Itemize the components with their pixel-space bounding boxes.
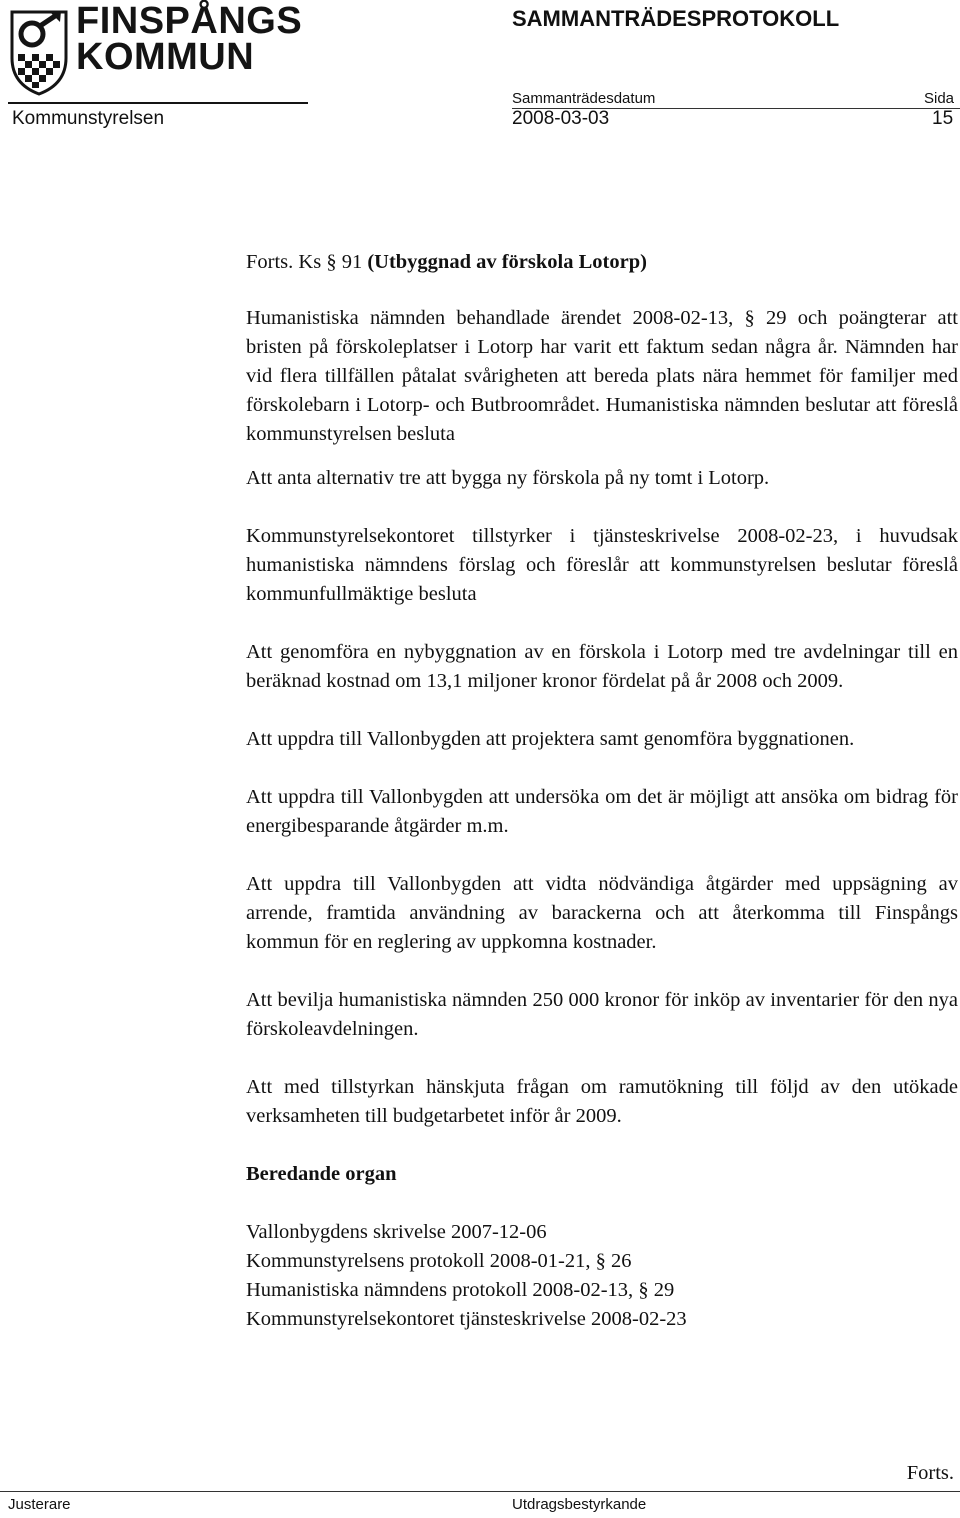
footer-divider	[0, 1491, 960, 1492]
continued-marker: Forts.	[906, 1462, 954, 1484]
section-heading	[246, 248, 958, 277]
decision-paragraph: Att uppdra till Vallonbygden att projektera samt genomföra byggnationen.	[246, 728, 855, 750]
committee-name: Kommunstyrelsen	[12, 108, 165, 129]
heading-prefix: Forts. Ks	[246, 251, 327, 273]
section-sign: §	[326, 251, 337, 273]
text-run: 29	[648, 1279, 675, 1301]
protocol-body	[246, 248, 958, 1334]
reference-item: Vallonbygdens skrivelse 2007-12-06	[246, 1221, 547, 1243]
logo-text-line2: KOMMUN	[76, 36, 255, 78]
text-run: Kommunstyrelsens protokoll 2008-01-21,	[246, 1250, 596, 1272]
coat-of-arms-icon	[8, 4, 70, 96]
decision-paragraph: Att med tillstyrkan hänskjuta frågan om ramutökning till följd av den utökade verksamheten till budgetarbetet inför år 2009.	[246, 1076, 958, 1127]
text-run: 29 och poängterar att bristen på förskoleplatser i Lotorp har varit ett faktum sedan några år. Nämnden har vid flera tillfällen påtalat svårigheten att bereda plats nära hemmet för familjer med förskolebarn i Lotorp- och Butbroområdet. Humanistiska nämnden beslutar att föreslå kommunstyrelsen besluta	[246, 307, 959, 445]
section-sign: §	[595, 1250, 606, 1272]
reference-item	[246, 1276, 958, 1305]
reference-list	[246, 1218, 958, 1334]
reference-item: Kommunstyrelsekontoret tjänsteskrivelse 2008-02-23	[246, 1308, 687, 1330]
section-sign: §	[638, 1279, 649, 1301]
decision-paragraph: Att uppdra till Vallonbygden att undersöka om det är möjligt att ansöka om bidrag för energibesparande åtgärder m.m.	[246, 786, 958, 837]
meeting-date: 2008-03-03	[512, 108, 610, 129]
page-number: 15	[932, 108, 954, 129]
preparing-bodies-heading: Beredande organ	[246, 1163, 397, 1185]
section-number: 91	[336, 251, 368, 273]
proposal-paragraph: Att anta alternativ tre att bygga ny förskola på ny tomt i Lotorp.	[246, 467, 770, 489]
section-sign: §	[744, 307, 755, 329]
logo-underline	[8, 102, 308, 104]
reference-item	[246, 1247, 958, 1276]
section-title: (Utbyggnad av förskola Lotorp)	[367, 251, 647, 273]
text-run: Humanistiska nämnden behandlade ärendet 2008-02-13,	[246, 307, 745, 329]
logo-text-line1: FINSPÅNGS	[76, 0, 303, 42]
municipality-logo	[8, 0, 308, 104]
document-title: SAMMANTRÄDESPROTOKOLL	[512, 6, 840, 31]
decision-paragraph: Att uppdra till Vallonbygden att vidta nödvändiga åtgärder med uppsägning av arrende, framtida användning av barackerna och att återkomma till Finspångs kommun för en reglering av uppkomna kostnader.	[246, 873, 958, 953]
footer-extract-label: Utdragsbestyrkande	[512, 1496, 647, 1513]
text-run: Humanistiska nämndens protokoll 2008-02-13,	[246, 1279, 639, 1301]
paragraph-background	[246, 304, 958, 449]
decision-paragraph: Att bevilja humanistiska nämnden 250 000 kronor för inköp av inventarier för den nya förskoleavdelningen.	[246, 989, 958, 1040]
meeting-date-label: Sammanträdesdatum	[512, 90, 656, 107]
paragraph-office-statement: Kommunstyrelsekontoret tillstyrker i tjänsteskrivelse 2008-02-23, i huvudsak humanistiska nämndens förslag och föreslår att kommunstyrelsen beslutar föreslå kommunfullmäktige besluta	[246, 525, 958, 605]
decision-paragraph: Att genomföra en nybyggnation av en förskola i Lotorp med tre avdelningar till en beräknad kostnad om 13,1 miljoner kronor fördelat på år 2008 och 2009.	[246, 641, 958, 692]
text-run: 26	[605, 1250, 632, 1272]
footer-adjuster-label: Justerare	[8, 1496, 71, 1513]
page-label: Sida	[924, 90, 955, 107]
